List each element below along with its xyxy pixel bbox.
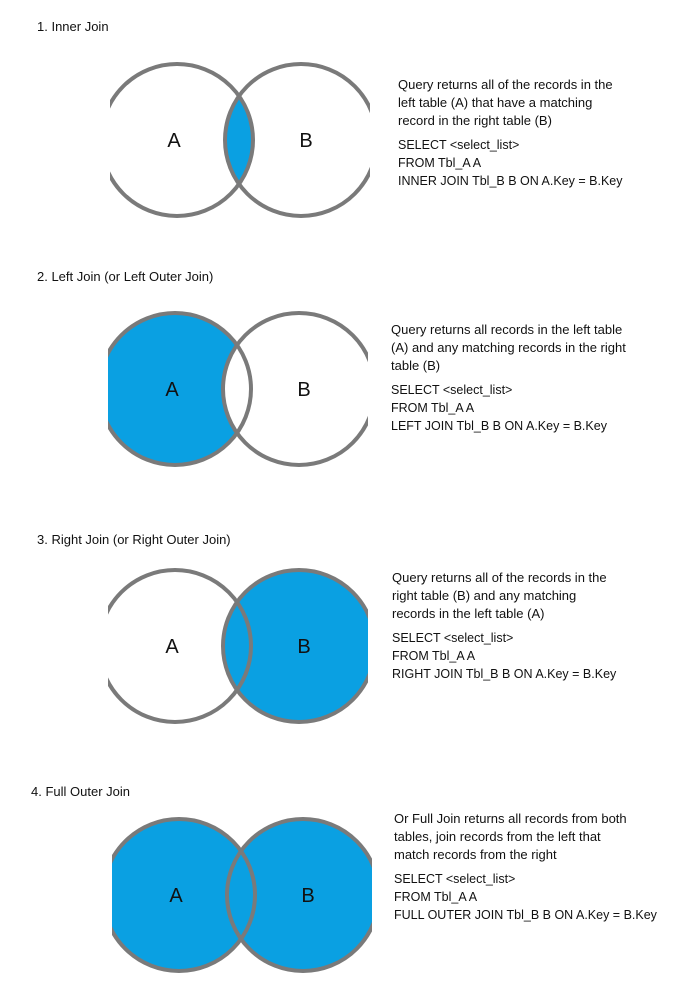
right-join-sql [392, 629, 657, 683]
right-join-heading: 3. Right Join (or Right Outer Join) [37, 532, 231, 547]
full-outer-join-description [394, 810, 659, 924]
label-b: B [297, 379, 311, 401]
sql-line: FROM Tbl_A A [391, 401, 475, 415]
label-b: B [301, 885, 315, 907]
description-line: left table (A) that have a matching [398, 95, 593, 110]
left-join-heading: 2. Left Join (or Left Outer Join) [37, 269, 214, 284]
inner-join-sql [398, 136, 663, 190]
label-a: A [165, 379, 179, 401]
inner-join-heading: 1. Inner Join [37, 19, 109, 34]
description-line: Query returns all of the records in the [392, 570, 607, 585]
description-line: right table (B) and any matching [392, 588, 577, 603]
description-line: tables, join records from the left that [394, 829, 601, 844]
description-line: Or Full Join returns all records from both [394, 811, 627, 826]
description-line: records in the left table (A) [392, 606, 545, 621]
sql-line: SELECT <select_list> [391, 383, 513, 397]
sql-line: INNER JOIN Tbl_B B ON A.Key = B.Key [398, 174, 623, 188]
sql-line: LEFT JOIN Tbl_B B ON A.Key = B.Key [391, 419, 607, 433]
description-line: (A) and any matching records in the right [391, 340, 626, 355]
right-join-description [392, 569, 657, 683]
full-outer-join-sql [394, 870, 659, 924]
left-join-venn-diagram [108, 299, 368, 479]
sql-line: SELECT <select_list> [394, 872, 516, 886]
full-outer-join-venn-diagram [112, 805, 372, 985]
description-line: match records from the right [394, 847, 557, 862]
sql-line: FROM Tbl_A A [398, 156, 482, 170]
label-a: A [165, 636, 179, 658]
label-a: A [169, 885, 183, 907]
label-a: A [167, 130, 181, 152]
full-outer-join-heading: 4. Full Outer Join [31, 784, 130, 799]
description-line: Query returns all of the records in the [398, 77, 613, 92]
left-join-sql [391, 381, 656, 435]
sql-line: FROM Tbl_A A [394, 890, 478, 904]
description-line: record in the right table (B) [398, 113, 552, 128]
right-join-venn-diagram [108, 556, 368, 736]
description-line: Query returns all records in the left table [391, 322, 623, 337]
sql-line: RIGHT JOIN Tbl_B B ON A.Key = B.Key [392, 667, 617, 681]
inner-join-venn-diagram [110, 50, 370, 230]
description-line: table (B) [391, 358, 441, 373]
sql-line: SELECT <select_list> [398, 138, 520, 152]
label-b: B [297, 636, 311, 658]
sql-line: SELECT <select_list> [392, 631, 514, 645]
sql-line: FULL OUTER JOIN Tbl_B B ON A.Key = B.Key [394, 908, 657, 922]
sql-line: FROM Tbl_A A [392, 649, 476, 663]
inner-join-description [398, 76, 663, 190]
label-b: B [299, 130, 313, 152]
left-join-description [391, 321, 656, 435]
